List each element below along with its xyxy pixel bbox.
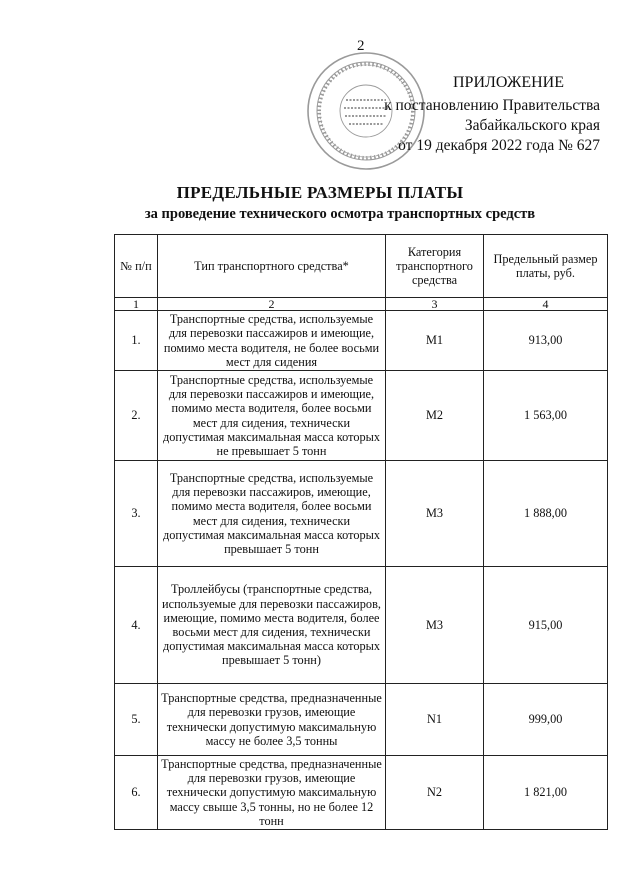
row-number: 2. [115, 371, 158, 461]
column-header-number: № п/п [115, 235, 158, 298]
vehicle-category: M3 [386, 567, 484, 684]
table-row [115, 311, 608, 371]
vehicle-type: Транспортные средства, используемые для перевозки пассажиров, имеющие, помимо места водителя, более восьми мест для сидения, технически допустимая максимальная масса которых превышает 5 тонн [158, 461, 386, 567]
title-main: ПРЕДЕЛЬНЫЕ РАЗМЕРЫ ПЛАТЫ [176, 183, 464, 202]
resolution-reference [384, 96, 600, 156]
row-number: 4. [115, 567, 158, 684]
vehicle-category: M1 [386, 311, 484, 371]
title-subtitle: за проведение технического осмотра транспортных средств [144, 206, 536, 222]
table-row [115, 756, 608, 830]
page-number: 2 [357, 38, 365, 54]
column-header-category: Категория транспортного средства [386, 235, 484, 298]
fee-amount: 915,00 [484, 567, 608, 684]
row-number: 1. [115, 311, 158, 371]
vehicle-type: Транспортные средства, используемые для перевозки пассажиров и имеющие, помимо места водителя, не более восьми мест для сидения [158, 311, 386, 371]
basis-line: от 19 декабря 2022 года № 627 [398, 137, 600, 154]
column-number: 1 [115, 298, 158, 311]
fee-amount: 1 563,00 [484, 371, 608, 461]
vehicle-type: Транспортные средства, предназначенные для перевозки грузов, имеющие технически допустимую максимальную массу свыше 3,5 тонны, но не более 12 тонн [158, 756, 386, 830]
column-number-row [115, 298, 608, 311]
table-row [115, 684, 608, 756]
table-row [115, 371, 608, 461]
vehicle-type: Транспортные средства, используемые для перевозки пассажиров и имеющие, помимо места водителя, более восьми мест для сидения, технически допустимая максимальная масса которых не превышает 5 тонн [158, 371, 386, 461]
fee-amount: 999,00 [484, 684, 608, 756]
vehicle-category: M2 [386, 371, 484, 461]
vehicle-category: N1 [386, 684, 484, 756]
fee-amount: 1 888,00 [484, 461, 608, 567]
column-number: 3 [386, 298, 484, 311]
fee-amount: 913,00 [484, 311, 608, 371]
basis-line: Забайкальского края [464, 117, 600, 134]
vehicle-type: Троллейбусы (транспортные средства, используемые для перевозки пассажиров, имеющие, помимо места водителя, более восьми мест для сидения, технически допустимая максимальная масса которых превышает 5 тонн) [158, 567, 386, 684]
table-row [115, 461, 608, 567]
basis-line: к постановлению Правительства [384, 97, 600, 114]
document-title [0, 183, 640, 223]
column-header-fee: Предельный размер платы, руб. [484, 235, 608, 298]
vehicle-type: Транспортные средства, предназначенные для перевозки грузов, имеющие технически допустимую максимальную массу не более 3,5 тонны [158, 684, 386, 756]
vehicle-category: N2 [386, 756, 484, 830]
fee-table [114, 234, 608, 830]
column-number: 4 [484, 298, 608, 311]
fee-amount: 1 821,00 [484, 756, 608, 830]
row-number: 5. [115, 684, 158, 756]
table-row [115, 567, 608, 684]
column-header-type: Тип транспортного средства* [158, 235, 386, 298]
vehicle-category: M3 [386, 461, 484, 567]
table-header-row [115, 235, 608, 298]
appendix-label: ПРИЛОЖЕНИЕ [452, 74, 564, 91]
row-number: 6. [115, 756, 158, 830]
column-number: 2 [158, 298, 386, 311]
row-number: 3. [115, 461, 158, 567]
